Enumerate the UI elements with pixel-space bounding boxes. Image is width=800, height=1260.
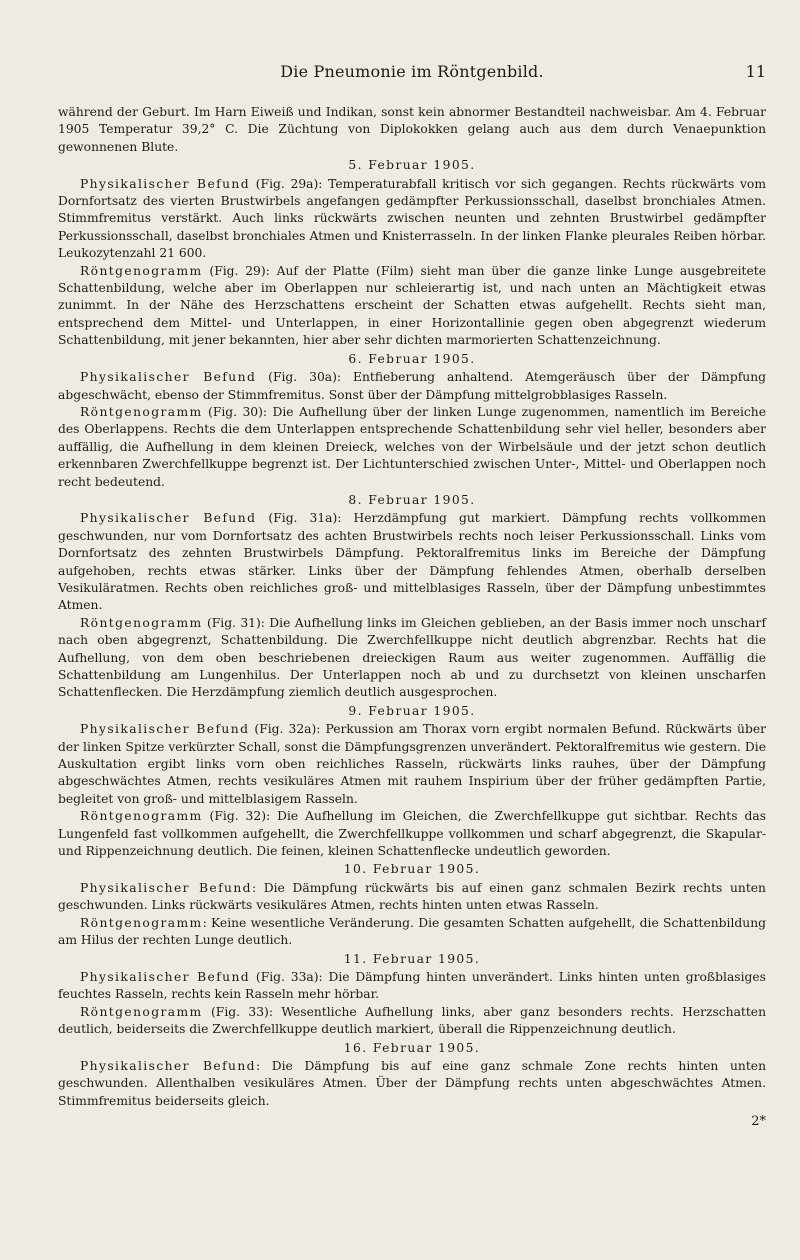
paragraph-lead: Röntgenogramm — [80, 809, 203, 824]
paragraph-lead: Physikalischer Befund — [80, 511, 257, 526]
paragraph-lead: Röntgenogramm — [80, 615, 203, 630]
entry-date: 16. Februar 1905. — [343, 1040, 481, 1055]
paragraph-text: : Die Dämpfung rückwärts bis auf einen ganz schmalen Bezirk rechts unten geschwunden. Links rückwärts vesikuläres Atmen, rechts hinten unten etwas Rasseln. — [58, 880, 766, 913]
paragraph-text: (Fig. 31a): Herzdämpfung gut markiert. Dämpfung rechts vollkommen geschwunden, nur vom Dornfortsatz des achten Brustwirbels rechts noch leiser Perkussionsschall. Links vom Dornfortsatz des zehnten Brustwirbels Dämpfung. Pektoralfremitus links im Bereiche der Dämpfung aufgehoben, rechts etwas stärker. Links über der Dämpfung fehlendes Atmen, oberhalb derselben Vesikuläratmen. Rechts oben reichliches groß- und mittelblasiges Rasseln, über der Dämpfung unbestimmtes Atmen. — [58, 511, 766, 613]
paragraph — [58, 880, 766, 915]
paragraph — [58, 808, 766, 860]
paragraph-lead: Physikalischer Befund — [80, 969, 251, 984]
paragraph-text: : Keine wesentliche Veränderung. Die gesamten Schatten aufgehellt, die Schattenbildung am Hilus der rechten Lunge deutlich. — [58, 915, 766, 948]
paragraph — [58, 1058, 766, 1110]
entry-date: 8. Februar 1905. — [348, 492, 476, 507]
paragraph-lead: Physikalischer Befund — [80, 176, 251, 191]
entry-date: 11. Februar 1905. — [343, 951, 481, 966]
entry-date: 6. Februar 1905. — [348, 351, 476, 366]
paragraph — [58, 615, 766, 702]
paragraph-text: (Fig. 29a): Temperaturabfall kritisch vor sich gegangen. Rechts rückwärts vom Dornfortsatz des vierten Brustwirbels angefangen gedämpfter Perkussionsschall, daselbst bronchiales Atmen. Stimmfremitus verstärkt. Auch links rückwärts zwischen neunten und zehnten Brustwirbel gedämpfter Perkussionsschall, daselbst bronchiales Atmen und Knisterrasseln. In der linken Flanke pleurales Reiben hörbar. Leukozytenzahl 21 600. — [58, 176, 766, 261]
paragraph-text: : Die Dämpfung bis auf eine ganz schmale Zone rechts hinten unten geschwunden. Allenthalben vesikuläres Atmen. Über der Dämpfung rechts unten abgeschwächtes Atmen. Stimmfremitus beiderseits gleich. — [58, 1058, 766, 1108]
paragraph — [58, 510, 766, 614]
paragraph-text: (Fig. 30a): Entfieberung anhaltend. Atemgeräusch über der Dämpfung abgeschwächt, ebenso der Stimmfremitus. Sonst über der Dämpfung mittelgrobblasiges Rasseln. — [58, 370, 766, 402]
paragraph-lead: Röntgenogramm — [80, 263, 203, 278]
paragraph — [58, 721, 766, 808]
paragraph — [58, 969, 766, 1004]
paragraph — [58, 404, 766, 491]
page-header — [58, 62, 766, 92]
paragraph-text: (Fig. 31): Die Aufhellung links im Gleichen geblieben, an der Basis immer noch unscharf nach oben abgegrenzt, Schattenbildung. Die Zwerchfellkuppe nicht deutlich abgrenzbar. Rechts hat die Aufhellung, von dem oben beschriebenen dreieckigen Raum aus weiter zugenommen. Auffällig die Schattenbildung am Lungenhilus. Der Unterlappen noch ab und zu durchsetzt von kleinen unscharfen Schattenflecken. Die Herzdämpfung ziemlich deutlich ausgesprochen. — [58, 615, 766, 700]
paragraph-text: während der Geburt. Im Harn Eiweiß und Indikan, sonst kein abnormer Bestandteil nachweisbar. Am 4. Februar 1905 Temperatur 39,2° C. Die Züchtung von Diplokokken gelang auch aus dem durch Venaepunktion gewonnenen Blute. — [58, 105, 766, 154]
entry-date: 9. Februar 1905. — [348, 703, 476, 718]
paragraph — [58, 369, 766, 404]
paragraph-text: (Fig. 33): Wesentliche Aufhellung links, aber ganz besonders rechts. Herzschatten deutlich, beiderseits die Zwerchfellkuppe deutlich markiert, überall die Rippenzeichnung deutlich. — [58, 1004, 766, 1037]
paragraph-text: (Fig. 30): Die Aufhellung über der linken Lunge zugenommen, namentlich im Bereiche des Oberlappens. Rechts die dem Unterlappen entsprechende Schattenbildung sehr viel heller, besonders aber auffällig, die Aufhellung in dem kleinen Dreieck, welches von der Wirbelsäule und der jetzt schon deutlich erkennbaren Zwerchfellkuppe begrenzt ist. Der Lichtunterschied zwischen Unter-, Mittel- und Oberlappen noch recht bedeutend. — [58, 404, 766, 489]
paragraph-text: (Fig. 33a): Die Dämpfung hinten unverändert. Links hinten unten großblasiges feuchtes Rasseln, rechts kein Rasseln mehr hörbar. — [58, 969, 766, 1002]
paragraph — [58, 915, 766, 950]
running-title: Die Pneumonie im Röntgenbild. — [280, 62, 544, 81]
page-number: 11 — [745, 62, 766, 81]
paragraph-text: (Fig. 32): Die Aufhellung im Gleichen, die Zwerchfellkuppe gut sichtbar. Rechts das Lungenfeld fast vollkommen aufgehellt, die Zwerchfellkuppe vollkommen und scharf abgegrenzt, die Skapular- und Rippenzeichnung deutlich. Die feinen, kleinen Schattenflecke undeutlich geworden. — [58, 809, 766, 859]
paragraph — [58, 263, 766, 350]
paragraph — [58, 176, 766, 263]
entry-date: 5. Februar 1905. — [348, 158, 476, 173]
paragraph-text: (Fig. 32a): Perkussion am Thorax vorn ergibt normalen Befund. Rückwärts über der linken Spitze verkürzter Schall, sonst die Dämpfungsgrenzen unverändert. Pektoralfremitus wie gestern. Die Auskultation ergibt links vorn oben reichliches Rasseln, rückwärts links rauhes, über der Dämpfung abgeschwächtes Atmen, rechts vesikuläres Atmen mit rauhem Inspirium über der früher gedämpften Partie, begleitet von groß- und mittelblasigem Rasseln. — [58, 722, 766, 806]
paragraph-lead: Physikalischer Befund — [80, 880, 252, 895]
paragraph — [58, 1004, 766, 1039]
paragraph-lead: Röntgenogramm — [80, 915, 203, 930]
signature-mark: 2* — [751, 1114, 766, 1130]
paragraph — [58, 104, 766, 156]
paragraph-lead: Physikalischer Befund — [80, 1058, 256, 1073]
paragraph-text: (Fig. 29): Auf der Platte (Film) sieht man über die ganze linke Lunge ausgebreitete Schattenbildung, welche aber im Oberlappen nur schleierartig ist, und nach unten an Mächtigkeit etwas zunimmt. In der Nähe des Herzschattens erscheint der Schatten etwas aufgehellt. Rechts sieht man, entsprechend dem Mittel- und Unterlappen, in einer Horizontallinie gegen oben abgegrenzt wiederum Schattenbildung, mit jener bekannten, hier aber sehr dichten marmorierten Schattenzeichnung. — [58, 263, 766, 348]
entry-date: 10. Februar 1905. — [343, 862, 481, 877]
paragraph-lead: Physikalischer Befund — [80, 722, 250, 737]
paragraph-lead: Physikalischer Befund — [80, 370, 257, 385]
paragraph-lead: Röntgenogramm — [80, 1004, 203, 1019]
body-text — [58, 104, 766, 1110]
paragraph-lead: Röntgenogramm — [80, 404, 203, 419]
